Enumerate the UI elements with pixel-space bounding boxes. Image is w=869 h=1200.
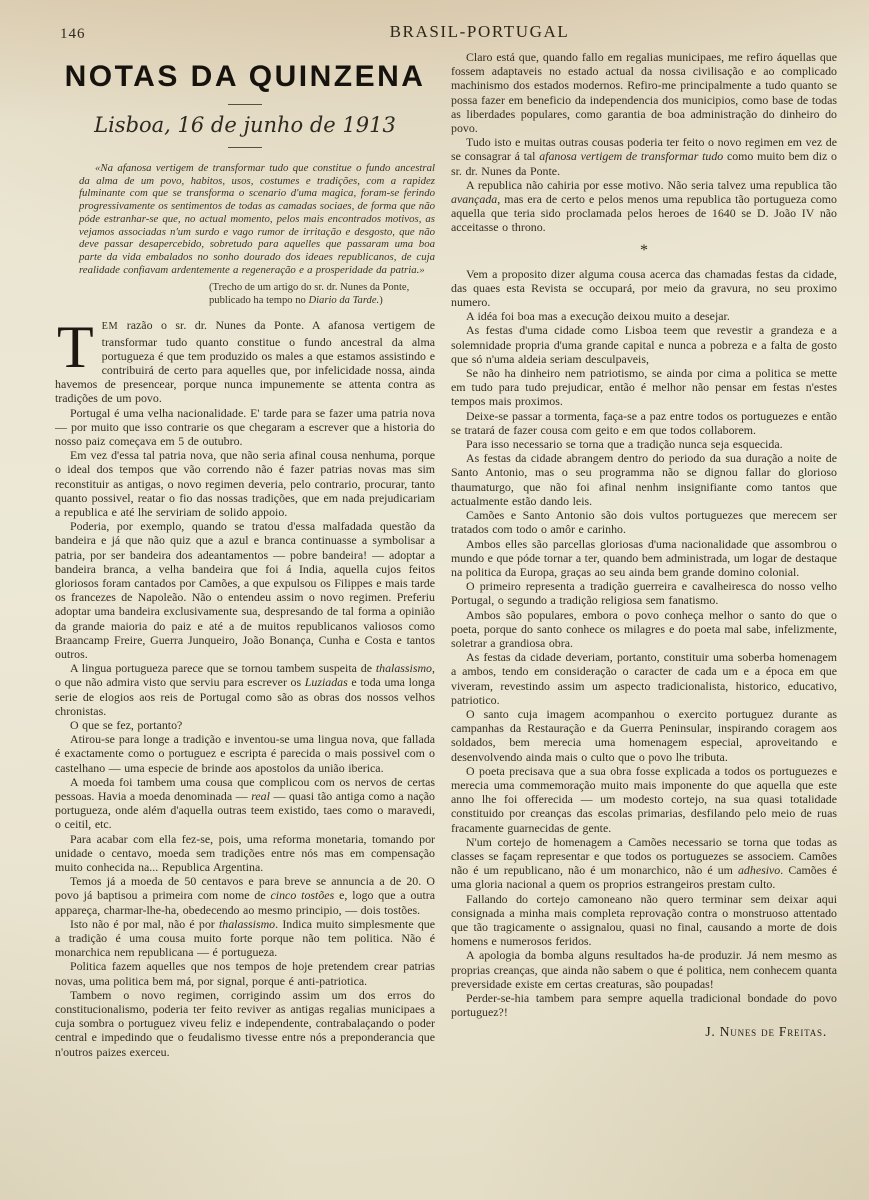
paragraph: Se não ha dinheiro nem patriotismo, se ainda por cima a politica se mette em tudo para tudo prejudicar, então é melhor não pensar em festas n'estes tempos mais proximos. — [451, 366, 837, 409]
columns — [0, 48, 869, 1059]
epigraph-attribution: (Trecho de um artigo do sr. dr. Nunes da Ponte, publicado ha tempo no Diario da Tarde.) — [209, 282, 410, 307]
paragraph: A republica não cahiria por esse motivo. Não seria talvez uma republica tão avançada, mas era de certo e pelos menos uma republica tão portugueza como aquella que teria sido proclamada pelos heroes de 1640 se D. João IV não acceitasse o throno. — [451, 177, 837, 235]
paragraph: Temos já a moeda de 50 centavos e para breve se annuncia a de 20. O povo já baptisou a primeira com nome de cinco tostões e, logo que a outra appareça, charmar-lhe-ha, obedecendo ao mesmo principio, — dois tostões. — [55, 874, 435, 917]
paragraph: A apologia da bomba alguns resultados ha-de produzir. Já nem mesmo as proprias creanças, que ainda não sabem o que é politica, nem conhecem quanta preversidade existe em certas creaturas, são poupadas! — [451, 948, 837, 991]
paragraph: O santo cuja imagem acompanhou o exercito portuguez durante as campanhas da Restauração e da Guerra Peninsular, inspirando coragem aos soldados, bem merecia uma homenagem especial, aproveitando e desenvolvendo ainda mais o culto que o povo lhe tributa. — [451, 706, 837, 764]
paragraph: Perder-se-hia tambem para sempre aquella tradicional bondade do povo portuguez?! — [451, 991, 837, 1020]
paragraph: Deixe-se passar a tormenta, faça-se a paz entre todos os portuguezes e então se tratará de fazer cousa com geito e em que todos collaborem. — [451, 408, 837, 437]
paragraph: As festas d'uma cidade como Lisboa teem que revestir a grandeza e a solemnidade propria d'uma grande capital e nunca a pobreza e a falta de gosto que só n'uma aldeia seriam desculpaveis, — [451, 323, 837, 366]
right-body-first-section — [451, 50, 837, 235]
opening-paragraph — [55, 314, 435, 406]
page-number: 146 — [60, 26, 86, 42]
opening-text: razão o sr. dr. Nunes da Ponte. A afanosa vertigem de transformar tudo quanto constitue o fundo ancestral da alma portugueza é que tem produzido os males a que estamos assistindo e contribuirá de certo para aquelles que, por infelicidade nossa, ainda havemos de presencear, porque nunca impunemente se attenta contra as tradições de um povo. — [55, 318, 435, 406]
paragraph: As festas da cidade deveriam, portanto, constituir uma soberba homenagem a ambos, tendo em consideração o caracter de cada um e a época em que viveram, revestindo assim um aspecto tradicionalista, historico, educativo, patriotico. — [451, 650, 837, 707]
divider-top — [228, 104, 262, 105]
paragraph: A idéa foi boa mas a execução deixou muito a desejar. — [466, 309, 730, 324]
paragraph: Camões e Santo Antonio são dois vultos portuguezes que merecem ser tratados com todo o amôr e carinho. — [451, 508, 837, 537]
paragraph: Tambem o novo regimen, corrigindo assim um dos erros do constitucionalismo, poderia ter feito reviver as antigas regalias municipaes a cuja sombra o portuguez viveu feliz e independente, contrabalaçando o poder central e impedindo que o feudalismo tivesse entre nós a preponderancia que n'outros paizes exerceu. — [55, 987, 435, 1059]
paragraph: Tudo isto e muitas outras cousas poderia ter feito o novo regimen em vez de se consagrar á tal afanosa vertigem de transformar tudo como muito bem diz o sr. dr. Nunes da Ponte. — [451, 135, 837, 178]
running-head — [0, 0, 869, 48]
paragraph: O que se fez, portanto? — [70, 718, 183, 733]
paragraph: Poderia, por exemplo, quando se tratou d'essa malfadada questão da bandeira e já que não quiz que a azul e branca continuasse a symbolisar a patria, por ser bandeira dos adeantamentos — pobre bandeira! — adoptar a bandeira branca, a velha bandeira que foi á India, aquella cujos feitos gloriosos foram cantados por Camões, a que expulsou os Filippes e mais tarde os francezes de Napoleão. Não o entendeu assim o novo regimen. Preferiu adoptar uma bandeira exclusivamente sua, despresando de tal forma a opinião da grande maioria do paiz e até a de muitos republicanos valiosos como Braancamp Freire, Guerra Junqueiro, João Bonança, Cunha e Costa e tantos outros. — [55, 519, 435, 661]
epigraph: «Na afanosa vertigem de transformar tudo que constitue o fundo ancestral da alma de um povo, habitos, usos, costumes e tradições, com a rapidez fulminante com que se transforma o scenario d'uma magica, foram-se ferindo progressivamente os sentimentos de todas as camadas sociaes, de forma que não póde estranhar-se que, no actual momento, pelos mais encontrados motivos, as vejamos associadas n'um surdo e vago rumor de irritação e desgosto, que não deve passar desapercebido, sobretudo para aquelles que passaram uma boa parte da vida embalados no sonho dourado dos ideaes republicanos, de cuja realidade confiavam ardentemente a regeneração e a prosperidade da patria.» — [79, 162, 436, 276]
article-title: NOTAS DA QUINZENA — [64, 60, 426, 93]
paragraph: A lingua portugueza parece que se tornou tambem suspeita de thalassismo, o que não admira visto que serviu para escrever os Luziadas e toda uma longa serie de elogios aos reis de Portugal como são as obras dos nossos velhos chronistas. — [55, 661, 435, 718]
paragraph: Ambos elles são parcellas gloriosas d'uma nacionalidade que assombrou o mundo e que póde tornar a ter, quando bem administrada, um logar de destaque na politica da Europa, graças ao seu ainda bem grande domino colonial. — [451, 536, 837, 579]
section-separator: * — [640, 241, 648, 259]
author-signature: J. Nunes de Freitas. — [705, 1024, 827, 1040]
paragraph: Politica fazem aquelles que nos tempos de hoje pretendem crear patrias novas, uma politica bem má, por signal, porque é anti-patriotica. — [55, 959, 435, 988]
paragraph: O primeiro representa a tradição guerreira e cavalheiresca do nosso velho Portugal, o segundo a tradição religiosa sem fanatismo. — [451, 579, 837, 608]
paragraph: Portugal é uma velha nacionalidade. E' tarde para se fazer uma patria nova — por muito que isso contrarie os que chegaram a escrever que a historia do nosso paiz começava em 5 de outubro. — [55, 405, 435, 448]
paragraph: Claro está que, quando fallo em regalias municipaes, me refiro áquellas que fossem adaptaveis no estado actual da nossa civilisação e ao complicado machinismo dos estados modernos. Refiro-me principalmente a tudo quanto se possa fazer em beneficio da independencia dos municipios, como base de todas as liberdades populares, como garantia de boa administração do dinheiro do povo. — [451, 50, 837, 136]
right-body-second-section — [451, 267, 837, 1020]
paragraph: Atirou-se para longe a tradição e inventou-se uma lingua nova, que fallada é exactamente como o portuguez e escripta é parecida o mais possivel com o castelhano — uma especie de brinde aos apostolos da união iberica. — [55, 732, 435, 775]
paragraph: Para acabar com ella fez-se, pois, uma reforma monetaria, tomando por unidade o centavo, moeda sem tradições entre nós mas em compensação muito conhecida na... Republica Argentina. — [55, 831, 435, 875]
paragraph: Isto não é por mal, não é por thalassismo. Indica muito simplesmente que a tradição é uma cousa muito forte porque não tem politica. Não é monarchica nem republicana — é portugueza. — [55, 916, 435, 960]
divider-bottom — [228, 147, 262, 148]
paragraph: N'um cortejo de homenagem a Camões necessario se torna que todas as classes se façam representar e que todos os portuguezes se associem. Camões não é um republicano, não é um monarchico, não é um adhesivo. Camões é uma gloria nacional a quem os proprios estrangeiros prestam culto. — [451, 834, 837, 892]
dateline: Lisboa, 16 de junho de 1913 — [94, 113, 396, 137]
paragraph: Para isso necessario se torna que a tradição nunca seja esquecida. — [466, 437, 783, 452]
right-column — [451, 48, 837, 1040]
paragraph: A moeda foi tambem uma cousa que complicou com os nervos de certas pessoas. Havia a moeda denominada — real — quasi tão antiga como a nação portugueza, onde além d'aquella outras teem existido, taes como o maravedi, o ceitil, etc. — [55, 774, 435, 832]
left-column — [55, 48, 435, 1059]
opening-lead: EM — [101, 321, 119, 333]
paragraph: As festas da cidade abrangem dentro do periodo da sua duração a noite de Santo Antonio, mas o seu programma não se dignou fallar do glorioso thaumaturgo, que não foi afinal nenhm insignifiante como tantos que actualmente estão dando leis. — [451, 451, 837, 508]
journal-title: BRASIL-PORTUGAL — [389, 22, 570, 41]
paragraph: Fallando do cortejo camoneano não quero terminar sem deixar aqui consignada a minha mais completa reprovação contra o monstruoso attentado que tão tragicamente o assignalou, quasi no final, causando a morte de dois homens e numerosos feridos. — [451, 891, 837, 949]
left-body — [55, 406, 435, 1059]
paragraph: O poeta precisava que a sua obra fosse explicada a todos os portuguezes e merecia uma commemoração muito mais imponente do que aquella que este anno lhe foi offerecida — um modesto cortejo, na sua quasi totalidade constituido por creanças das escolas primarias, desfilando pelo meio de ruas fracamente guarnecidas de gente. — [451, 763, 837, 835]
paragraph: Ambos são populares, embora o povo conheça melhor o santo do que o poeta, porque do santo conhece os milagres e do poeta mal sabe, infelizmente, soletrar a grandiosa obra. — [451, 607, 837, 650]
drop-cap: T — [57, 314, 94, 381]
paragraph: Vem a proposito dizer alguma cousa acerca das chamadas festas da cidade, das quaes esta Revista se occupará, por meio da gravura, no seu proximo numero. — [451, 266, 837, 310]
paragraph: Em vez d'essa tal patria nova, que não seria afinal cousa nenhuma, porque o ideal dos tempos que vão correndo não é fazer patrias novas mas sim reconstituir as antigas, o novo regimen deveria, pelo contrario, procurar, tanto quanto possivel, reatar o fio das nossas tradições, que em nada prejudicariam a republica e até lhe serviriam de solido appoio. — [55, 448, 435, 519]
